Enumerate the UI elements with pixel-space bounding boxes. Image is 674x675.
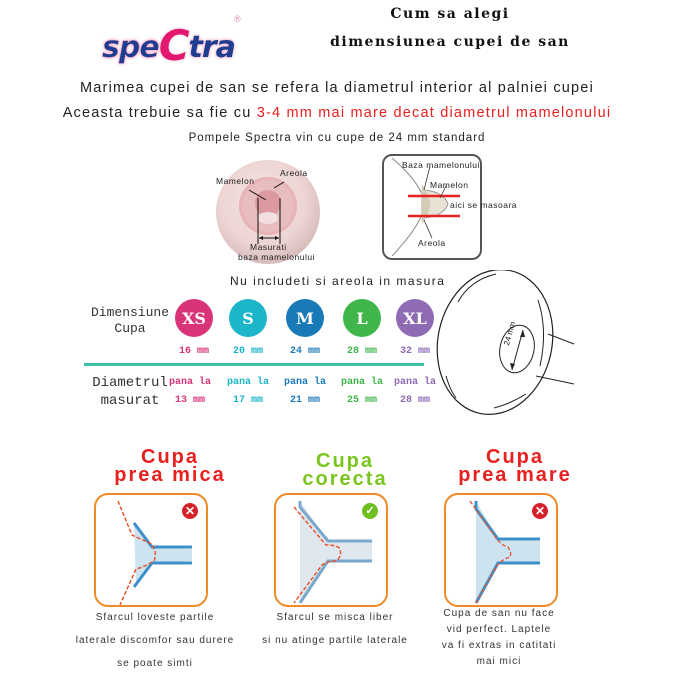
nipple-front-diagram — [214, 158, 322, 266]
caption-correct — [245, 606, 425, 652]
label-measure-2: baza mamelonului — [238, 252, 315, 262]
label-measure-here: aici se masoara — [450, 200, 518, 210]
size-xs-range — [160, 374, 220, 410]
intro-line2-highlight: 3-4 mm mai mare decat diametrul mamelonului — [256, 105, 612, 121]
label-measure-1: Masurati — [250, 242, 287, 252]
label-side-mamelon: Mamelon — [430, 180, 469, 190]
size-m-range — [275, 374, 335, 410]
range-prefix: pana la — [340, 377, 383, 388]
size-m-cup: 24 mm — [289, 346, 320, 357]
caption-line: vid perfect. Laptele — [446, 624, 552, 635]
range-prefix: pana la — [168, 377, 211, 388]
funnel-diameter-label: 24 mm — [502, 320, 518, 347]
intro-line2 — [0, 105, 674, 121]
intro-line2-prefix: Aceasta trebuie sa fie cu — [62, 105, 257, 121]
range-prefix: pana la — [226, 377, 269, 388]
logo-text-right: tra — [188, 30, 235, 65]
range-value: 28 mm — [399, 395, 430, 406]
size-l-cup: 28 mm — [346, 346, 377, 357]
caption-line: va fi extras in catitati — [441, 640, 557, 651]
row-label-diameter-1: Diametrul — [92, 375, 168, 391]
funnel-diagram — [430, 270, 674, 420]
row-label-cup-size — [80, 305, 180, 337]
verdict-correct — [255, 452, 435, 488]
caption-line: Sfarcul loveste partile — [95, 612, 215, 623]
row-label-diameter-2: masurat — [100, 393, 160, 409]
label-base: Baza mamelonului — [402, 160, 480, 170]
range-prefix: pana la — [283, 377, 326, 388]
intro-line1: Marimea cupei de san se refera la diametrul interior al palniei cupei — [80, 80, 594, 96]
size-l-badge: L — [343, 299, 381, 337]
size-xl-cup: 32 mm — [399, 346, 430, 357]
caption-line: laterale discomfor sau durere — [75, 635, 235, 646]
verdict-too-small — [80, 448, 260, 484]
size-s-range — [218, 374, 278, 410]
caption-too-small — [65, 606, 245, 675]
caption-line: mai mici — [476, 656, 522, 667]
check-icon: ✓ — [362, 503, 378, 519]
size-m-badge: M — [286, 299, 324, 337]
verdict-title-2: corecta — [302, 468, 388, 490]
label-areola: Areola — [280, 168, 308, 178]
verdict-title-2: prea mica — [114, 464, 226, 486]
verdict-title-2: prea mare — [458, 464, 572, 486]
caption-line: se poate simti — [117, 658, 193, 669]
size-xs-badge: XS — [175, 299, 213, 337]
table-divider — [84, 363, 424, 366]
row-label-cup-size-2: Cupa — [114, 321, 146, 336]
logo-letter: C — [158, 21, 189, 70]
row-label-cup-size-1: Dimensiune — [90, 305, 169, 320]
size-xs-cup: 16 mm — [178, 346, 209, 357]
size-xl-badge: XL — [396, 299, 434, 337]
label-mamelon: Mamelon — [216, 176, 255, 186]
range-value: 25 mm — [346, 395, 377, 406]
caption-too-large — [409, 606, 589, 670]
fit-diagram-too-small — [94, 493, 208, 607]
wrong-icon: ✕ — [532, 503, 548, 519]
size-s-cup: 20 mm — [232, 346, 263, 357]
caption-line: si nu atinge partile laterale — [262, 635, 408, 646]
verdict-title-1: Cupa — [486, 446, 544, 468]
spectra-logo — [102, 8, 252, 70]
range-value: 13 mm — [174, 395, 205, 406]
verdict-too-large — [425, 448, 605, 484]
nipple-side-diagram — [382, 154, 518, 260]
page-title-line2: dimensiunea cupei de san — [330, 34, 570, 50]
logo-text-left: spe — [102, 30, 159, 65]
registered-mark: ® — [234, 14, 241, 24]
caption-line: Cupa de san nu face — [443, 608, 555, 619]
areola-note: Nu includeti si areola in masura — [230, 274, 446, 288]
intro-line3: Pompele Spectra vin cu cupe de 24 mm standard — [188, 132, 486, 144]
range-value: 17 mm — [232, 395, 263, 406]
wrong-icon: ✕ — [182, 503, 198, 519]
range-value: 21 mm — [289, 395, 320, 406]
range-prefix: pana la — [393, 377, 436, 388]
verdict-title-1: Cupa — [316, 450, 374, 472]
size-l-range — [332, 374, 392, 410]
fit-diagram-too-large — [444, 493, 558, 607]
label-side-areola: Areola — [418, 238, 446, 248]
size-s-badge: S — [229, 299, 267, 337]
page-title-line1: Cum sa alegi — [390, 6, 510, 22]
caption-line: Sfarcul se misca liber — [276, 612, 394, 623]
fit-diagram-correct — [274, 493, 388, 607]
verdict-title-1: Cupa — [141, 446, 199, 468]
